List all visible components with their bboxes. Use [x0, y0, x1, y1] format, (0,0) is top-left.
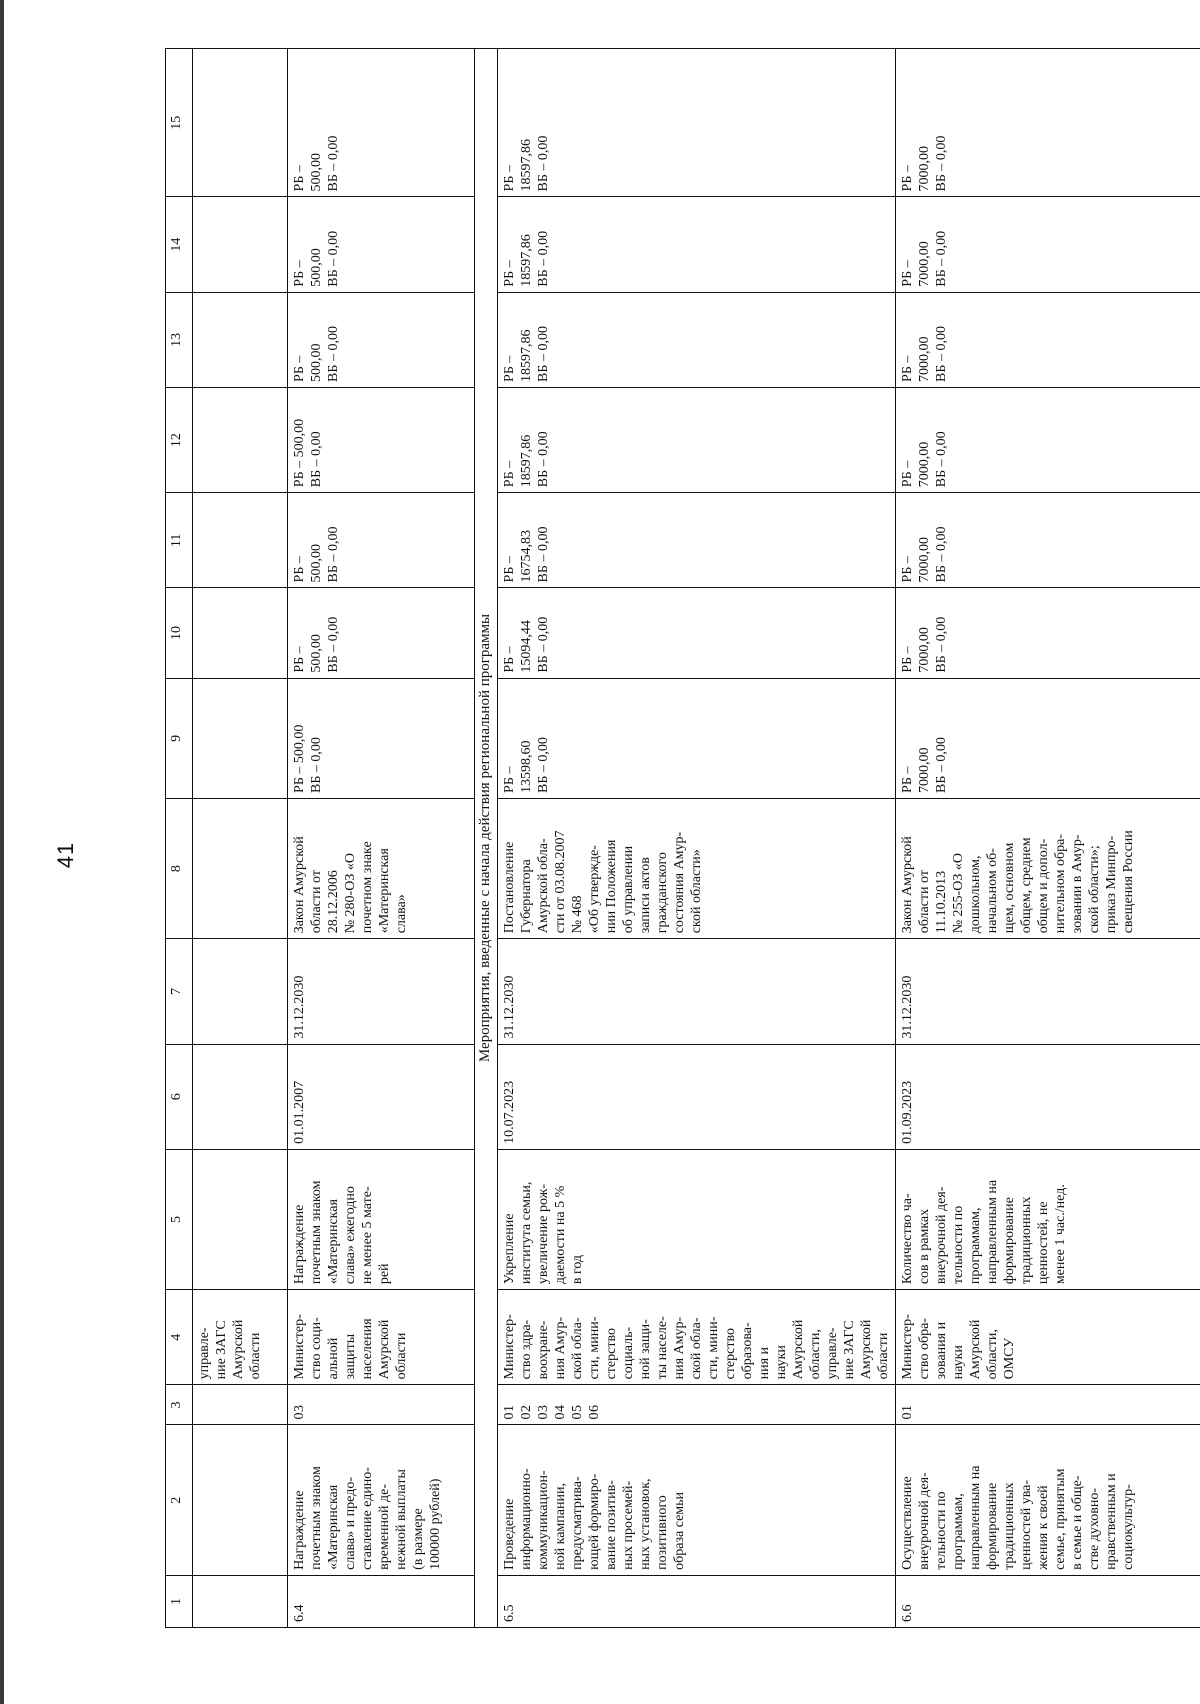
funding-cell-11: РБ – 7000,00 ВБ – 0,00 [896, 493, 1200, 588]
section-heading-row [475, 49, 498, 1628]
funding-cell-10: РБ – 500,00 ВБ – 0,00 [288, 588, 475, 678]
executor-cell: Министер- ство соци- альной защиты населения Амурской области [288, 1290, 475, 1385]
col-header-9: 9 [166, 678, 193, 798]
scan-edge [0, 0, 4, 1704]
executor-cell: Министер- ство обра- зования и науки Амурской области, ОМСУ [896, 1290, 1200, 1385]
funding-cell-15: РБ – 500,00 ВБ – 0,00 [288, 49, 475, 197]
col-header-15: 15 [166, 49, 193, 197]
result-cell: Награждение почетным знаком «Материнская слава» ежегодно не менее 5 мате- рей [288, 1149, 475, 1289]
col-header-13: 13 [166, 292, 193, 387]
funding-cell-12: РБ – 500,00 ВБ – 0,00 [288, 387, 475, 492]
col-header-5: 5 [166, 1149, 193, 1289]
funding-cell-14: РБ – 7000,00 ВБ – 0,00 [896, 197, 1200, 292]
col-header-7: 7 [166, 939, 193, 1044]
table-row [896, 49, 1200, 1628]
col-header-1: 1 [166, 1575, 193, 1627]
rotated-table-sheet [165, 48, 1165, 1628]
start-date-cell: 01.09.2023 [896, 1044, 1200, 1149]
end-date-cell: 31.12.2030 [288, 939, 475, 1044]
continued-row [193, 49, 288, 1628]
code-cell: 03 [288, 1385, 475, 1425]
col-header-3: 3 [166, 1385, 193, 1425]
funding-cell-10: РБ – 7000,00 ВБ – 0,00 [896, 588, 1200, 678]
section-heading: Мероприятия, введенные с начала действия региональной программы [475, 49, 498, 1628]
col-header-6: 6 [166, 1044, 193, 1149]
column-number-header [166, 49, 193, 1628]
row-number-cell: 6.4 [288, 1575, 475, 1627]
funding-cell-13: РБ – 500,00 ВБ – 0,00 [288, 292, 475, 387]
funding-cell-13: РБ – 7000,00 ВБ – 0,00 [896, 292, 1200, 387]
col-header-4: 4 [166, 1290, 193, 1385]
code-cell: 01 02 03 04 05 06 [498, 1385, 896, 1425]
funding-cell-11: РБ – 500,00 ВБ – 0,00 [288, 493, 475, 588]
col-header-10: 10 [166, 588, 193, 678]
table-row [288, 49, 475, 1628]
start-date-cell: 10.07.2023 [498, 1044, 896, 1149]
program-measures-table [165, 48, 1200, 1628]
funding-cell-14: РБ – 500,00 ВБ – 0,00 [288, 197, 475, 292]
funding-cell-9: РБ – 7000,00 ВБ – 0,00 [896, 678, 1200, 798]
legal-basis-cell: Постановление Губернатора Амурской обла- сти от 03.08.2007 № 468 «Об утвержде- нии Положения об управлении записи актов гражданского состояния Амур- ской области» [498, 798, 896, 938]
funding-cell-15: РБ – 7000,00 ВБ – 0,00 [896, 49, 1200, 197]
col-header-12: 12 [166, 387, 193, 492]
code-cell: 01 [896, 1385, 1200, 1425]
row-number-cell: 6.6 [896, 1575, 1200, 1627]
start-date-cell: 01.01.2007 [288, 1044, 475, 1149]
row-number-cell: 6.5 [498, 1575, 896, 1627]
col-header-8: 8 [166, 798, 193, 938]
table-row [498, 49, 896, 1628]
col-header-14: 14 [166, 197, 193, 292]
col-header-2: 2 [166, 1425, 193, 1575]
funding-cell-12: РБ – 18597,86 ВБ – 0,00 [498, 387, 896, 492]
funding-cell-14: РБ – 18597,86 ВБ – 0,00 [498, 197, 896, 292]
funding-cell-9: РБ – 13598,60 ВБ – 0,00 [498, 678, 896, 798]
funding-cell-11: РБ – 16754,83 ВБ – 0,00 [498, 493, 896, 588]
legal-basis-cell: Закон Амурской области от 11.10.2013 № 255-ОЗ «О дошкольном, начальном об- щем, основном общем, среднем общем и допол- нительном обра- зовании в Амур- ской области»; приказ Минпро- свещения России [896, 798, 1200, 938]
measure-name-cell: Проведение информационно- коммуникацион- ной кампании, предусматрива- ющей формиро- вание позитив- ных просемей- ных установок, позитивного образа семьи [498, 1425, 896, 1575]
end-date-cell: 31.12.2030 [896, 939, 1200, 1044]
result-cell: Количество ча- сов в рамках внеурочной дея- тельности по программам, направленным на формирование традиционных ценностей, не менее 1 час./нед. [896, 1149, 1200, 1289]
continued-executor-cell: управле- ние ЗАГС Амурской области [193, 1290, 288, 1385]
funding-cell-15: РБ – 18597,86 ВБ – 0,00 [498, 49, 896, 197]
result-cell: Укрепление института семьи, увеличение рож- даемости на 5 % в год [498, 1149, 896, 1289]
funding-cell-13: РБ – 18597,86 ВБ – 0,00 [498, 292, 896, 387]
col-header-11: 11 [166, 493, 193, 588]
funding-cell-9: РБ – 500,00 ВБ – 0,00 [288, 678, 475, 798]
funding-cell-10: РБ – 15094,44 ВБ – 0,00 [498, 588, 896, 678]
measure-name-cell: Награждение почетным знаком «Материнская слава» и предо- ставление едино- временной де- нежной выплаты (в размере 100000 рублей) [288, 1425, 475, 1575]
legal-basis-cell: Закон Амурской области от 28.12.2006 № 280-ОЗ «О почетном знаке «Материнская слава» [288, 798, 475, 938]
measure-name-cell: Осуществление внеурочной дея- тельности по программам, направленным на формирование традиционных ценностей ува- жения к своей семье, принятым в семье и обще- стве духовно- нравственным и социокультур- [896, 1425, 1200, 1575]
end-date-cell: 31.12.2030 [498, 939, 896, 1044]
funding-cell-12: РБ – 7000,00 ВБ – 0,00 [896, 387, 1200, 492]
page-number: 41 [53, 841, 78, 869]
executor-cell: Министер- ство здра- воохране- ния Амур- ской обла- сти, мини- стерство социаль- ной защи- ты населе- ния Амур- ской обла- сти, мини- стерство образова- ния и науки Амурской области, управле- ние ЗАГС Амурской области [498, 1290, 896, 1385]
